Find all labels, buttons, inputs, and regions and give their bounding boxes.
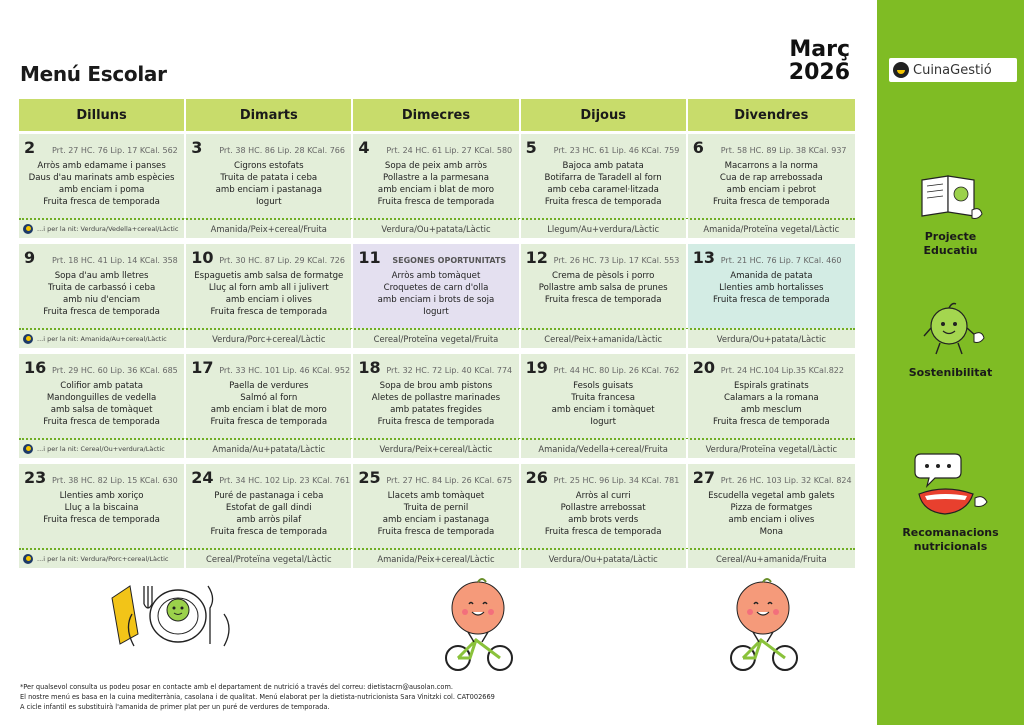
dish-line: amb enciam i olives xyxy=(728,515,815,525)
dinner-suggestion-text: ...i per la nit: Verdura/Porc+cereal/Làctic xyxy=(37,555,169,563)
weekday-header-cell: Dilluns xyxy=(19,99,186,131)
day-number: 16 xyxy=(24,358,47,377)
day-number: 26 xyxy=(525,468,548,487)
day-number: 12 xyxy=(525,248,548,267)
day-header xyxy=(191,468,351,490)
day-cell[interactable] xyxy=(688,354,855,438)
dinner-suggestion-row xyxy=(19,218,855,238)
menu-calendar xyxy=(19,99,855,568)
dish-line: Fruita fresca de temporada xyxy=(43,307,160,317)
dish-line: Lluç al forn amb all i julivert xyxy=(208,283,329,293)
dish-line: amb brots verds xyxy=(568,515,639,525)
logo-text-part2: Gestió xyxy=(950,62,992,78)
nutrition-info: Prt. 26 HC. 73 Lip. 17 KCal. 553 xyxy=(553,256,680,265)
dish-line: Iogurt xyxy=(423,307,449,317)
day-cell[interactable] xyxy=(353,464,520,548)
nutrition-info: Prt. 38 HC. 86 Lip. 28 KCal. 766 xyxy=(219,146,345,155)
weekday-header-cell: Dijous xyxy=(521,99,688,131)
dinner-suggestion: Amanida/Peix+cereal/Làctic xyxy=(353,549,520,569)
dish-line: Pollastre a la parmesana xyxy=(382,173,489,183)
dinner-suggestion: Cereal/Peix+amanida/Làctic xyxy=(521,329,688,349)
month-year xyxy=(770,38,850,84)
dish-line: Fruita fresca de temporada xyxy=(43,417,160,427)
day-number: 10 xyxy=(191,248,214,267)
nutrition-info: Prt. 24 HC. 61 Lip. 27 KCal. 580 xyxy=(386,146,513,155)
sidebar-label-recomanacions: Recomanacions nutricionals xyxy=(902,526,999,553)
dish-line: Calamars a la romana xyxy=(724,393,819,403)
sidebar-label-projecte: Projecte Educatiu xyxy=(923,230,978,257)
dish-line: Estofat de gall dindi xyxy=(225,503,312,513)
day-cell[interactable] xyxy=(521,354,688,438)
day-number: 13 xyxy=(692,248,716,267)
dish-line: Truita de pernil xyxy=(403,503,469,513)
dish-line: Salmó al forn xyxy=(240,393,298,403)
day-number: 2 xyxy=(24,138,36,157)
dinner-suggestion: Verdura/Ou+patata/Làctic xyxy=(716,334,826,344)
dinner-suggestion: Amanida/Peix+cereal/Fruita xyxy=(186,219,353,239)
dinner-suggestion xyxy=(19,329,186,349)
nutrition-info: Prt. 30 HC. 87 Lip. 29 KCal. 726 xyxy=(219,256,345,265)
dinner-suggestion-row xyxy=(19,548,855,568)
dish-line: Pollastre arrebossat xyxy=(560,503,646,513)
dish-line: Pollastre amb salsa de prunes xyxy=(538,283,668,293)
nutrition-info: Prt. 26 HC. 103 Lip. 32 KCal. 824 xyxy=(720,476,852,485)
dish-line: Cua de rap arrebossada xyxy=(719,173,823,183)
footer-line-1: *Per qualsevol consulta us podeu posar en contacte amb el departament de nutrició a través del correu: dietistacrn@ausolan.com. xyxy=(20,683,453,691)
dish-line: Fruita fresca de temporada xyxy=(713,417,830,427)
nutrition-info: Prt. 27 HC. 76 Lip. 17 KCal. 562 xyxy=(52,146,178,155)
nutrition-info: Prt. 38 HC. 82 Lip. 15 KCal. 630 xyxy=(52,476,178,485)
day-cell[interactable] xyxy=(353,244,520,328)
dish-line: amb enciam i pastanaga xyxy=(215,185,322,195)
dish-line: amb patates fregides xyxy=(390,405,482,415)
day-cell[interactable] xyxy=(186,134,353,218)
day-header xyxy=(526,468,681,490)
dish-line: Macarrons a la norma xyxy=(724,161,819,171)
month-label: Març xyxy=(789,37,850,62)
right-sidebar xyxy=(877,0,1024,725)
dish-line: Pizza de formatges xyxy=(730,503,813,513)
nutrition-info: Prt. 32 HC. 72 Lip. 40 KCal. 774 xyxy=(386,366,513,375)
moon-icon xyxy=(23,224,33,234)
dish-line: Aletes de pollastre marinades xyxy=(371,393,501,403)
dish-line: amb salsa de tomàquet xyxy=(50,405,153,415)
day-cell[interactable] xyxy=(688,244,855,328)
moon-icon xyxy=(23,554,33,564)
dish-line: amb ceba caramel·litzada xyxy=(547,185,659,195)
day-header xyxy=(526,358,681,380)
weekday-header-cell: Dimecres xyxy=(353,99,520,131)
day-header xyxy=(358,358,513,380)
day-header xyxy=(24,138,179,160)
dish-line: Fruita fresca de temporada xyxy=(210,417,328,427)
day-number: 4 xyxy=(358,138,370,157)
day-header xyxy=(358,248,513,270)
day-cell[interactable] xyxy=(19,464,186,548)
day-header xyxy=(526,248,681,270)
day-number: 17 xyxy=(191,358,214,377)
day-number: 3 xyxy=(191,138,203,157)
day-number: 27 xyxy=(692,468,716,487)
day-cell[interactable] xyxy=(521,464,688,548)
nutrition-info: Prt. 33 HC. 101 Lip. 46 KCal. 952 xyxy=(219,366,351,375)
dish-line: Escudella vegetal amb galets xyxy=(708,491,835,501)
dish-line: Lluç a la biscaina xyxy=(64,503,139,513)
dish-line: Fruita fresca de temporada xyxy=(544,197,662,207)
dish-line: Croquetes de carn d'olla xyxy=(383,283,489,293)
day-cell[interactable] xyxy=(186,464,353,548)
dish-line: Colifior amb patata xyxy=(60,381,143,391)
logo-smile-icon xyxy=(893,62,909,78)
logo-text-part1: Cuina xyxy=(913,62,951,78)
dish-line: Iogurt xyxy=(255,197,282,207)
dinner-suggestion: Cereal/Proteïna vegetal/Fruita xyxy=(353,329,520,349)
day-header xyxy=(191,358,351,380)
dish-line: amb enciam i pastanaga xyxy=(382,515,490,525)
dish-line: Llacets amb tomàquet xyxy=(387,491,485,501)
dish-line: Fruita fresca de temporada xyxy=(210,307,328,317)
footer-line-2: El nostre menú es basa en la cuina mediterrània, casolana i de qualitat. Menú elaborat per la dietista-nutricionista Sara Vinitzki col. CAT002669 xyxy=(20,693,495,701)
day-header xyxy=(191,248,346,270)
weekday-header-cell: Divendres xyxy=(688,99,855,131)
day-cell[interactable] xyxy=(521,244,688,328)
dish-line: Fruita fresca de temporada xyxy=(43,515,160,525)
dinner-suggestion-text: ...i per la nit: Cereal/Ou+verdura/Làctic xyxy=(37,445,165,453)
dish-line: Fruita fresca de temporada xyxy=(544,295,662,305)
dish-line: Sopa de brou amb pistons xyxy=(379,381,493,391)
day-cell[interactable] xyxy=(353,354,520,438)
day-cell[interactable] xyxy=(353,134,520,218)
footer-line-3: A cicle infantil es substituirà l'amanida de primer plat per un puré de verdures de temporada. xyxy=(20,703,330,711)
dish-line: amb enciam i blat de moro xyxy=(210,405,327,415)
day-header xyxy=(24,358,179,380)
day-number: 25 xyxy=(358,468,381,487)
dish-line: amb niu d'enciam xyxy=(63,295,141,305)
dish-line: Iogurt xyxy=(590,417,616,427)
dish-line: Fruita fresca de temporada xyxy=(544,527,662,537)
day-number: 6 xyxy=(692,138,704,157)
dish-line: Fruita fresca de temporada xyxy=(713,197,830,207)
dinner-suggestion: Cereal/Proteïna vegetal/Làctic xyxy=(186,549,353,569)
dish-line: amb mesclum xyxy=(740,405,802,415)
day-cell[interactable] xyxy=(521,134,688,218)
day-header xyxy=(191,138,346,160)
dinner-suggestion: Verdura/Ou+patata/Làctic xyxy=(353,219,520,239)
dinner-suggestion-row xyxy=(19,438,855,458)
weekday-header xyxy=(19,99,855,131)
day-header xyxy=(526,138,681,160)
dinner-suggestion: Verdura/Ou+patata/Làctic xyxy=(521,549,688,569)
weeks-container xyxy=(19,131,855,568)
dish-line: Paella de verdures xyxy=(229,381,309,391)
peach-cyclist-illustration xyxy=(440,578,520,680)
sidebar-label-sostenibilitat: Sostenibilitat xyxy=(908,366,993,379)
dish-line: Arròs al curri xyxy=(575,491,631,501)
day-cell[interactable] xyxy=(688,134,855,218)
dish-line: amb enciam i tomàquet xyxy=(551,405,655,415)
day-header xyxy=(358,138,513,160)
cutlery-plate-illustration xyxy=(108,578,238,654)
day-number: 23 xyxy=(24,468,47,487)
day-header xyxy=(693,468,850,490)
dish-line: Crema de pèsols i porro xyxy=(551,271,655,281)
day-number: 19 xyxy=(525,358,548,377)
week-row xyxy=(19,134,855,218)
dinner-suggestion-text: ...i per la nit: Amanida/Au+cereal/Làctic xyxy=(37,335,167,343)
dish-line: Sopa de peix amb arròs xyxy=(384,161,488,171)
nutrition-info: Prt. 21 HC. 76 Lip. 7 KCal. 460 xyxy=(720,256,842,265)
dish-line: Fruita fresca de temporada xyxy=(377,417,495,427)
day-cell[interactable] xyxy=(688,464,855,548)
moon-icon xyxy=(23,444,33,454)
day-number: 20 xyxy=(692,358,716,377)
nutrition-info: Prt. 24 HC.104 Lip.35 KCal.822 xyxy=(720,366,844,375)
week-row xyxy=(19,464,855,548)
dish-line: Truita de patata i ceba xyxy=(220,173,318,183)
dish-line: Bajoca amb patata xyxy=(562,161,644,171)
sidebar-item-sostenibilitat[interactable] xyxy=(877,300,1024,380)
dinner-suggestion: Amanida/Proteïna vegetal/Làctic xyxy=(703,224,840,234)
cuinagestio-logo[interactable] xyxy=(889,58,1017,82)
dish-line: Botifarra de Taradell al forn xyxy=(544,173,662,183)
dinner-suggestion: Verdura/Porc+cereal/Làctic xyxy=(186,329,353,349)
dinner-suggestion: Amanida/Au+patata/Làctic xyxy=(186,439,353,459)
day-header xyxy=(24,468,179,490)
dish-line: Fruita fresca de temporada xyxy=(377,197,495,207)
dish-line: amb arròs pilaf xyxy=(236,515,302,525)
dinner-suggestion xyxy=(19,549,186,569)
week-row xyxy=(19,244,855,328)
dinner-suggestion-row xyxy=(19,328,855,348)
day-cell[interactable] xyxy=(19,354,186,438)
day-cell[interactable] xyxy=(186,244,353,328)
dish-line: Fruita fresca de temporada xyxy=(43,197,160,207)
dinner-suggestion: Verdura/Proteïna vegetal/Làctic xyxy=(705,444,838,454)
nutrition-info: Prt. 25 HC. 96 Lip. 34 KCal. 781 xyxy=(553,476,680,485)
dish-line: Llenties amb xoriço xyxy=(59,491,144,501)
nutrition-info: Prt. 27 HC. 84 Lip. 26 KCal. 675 xyxy=(386,476,513,485)
dish-line: amb enciam i blat de moro xyxy=(377,185,494,195)
day-cell[interactable] xyxy=(186,354,353,438)
dish-line: Espirals gratinats xyxy=(733,381,809,391)
nutrition-info: Prt. 18 HC. 41 Lip. 14 KCal. 358 xyxy=(52,256,178,265)
day-number: 24 xyxy=(191,468,214,487)
dish-line: Amanida de patata xyxy=(730,271,813,281)
dinner-suggestion-text: ...i per la nit: Verdura/Vedella+cereal/Làctic xyxy=(37,225,179,233)
day-header xyxy=(693,138,850,160)
nutrition-info: Prt. 29 HC. 60 Lip. 36 KCal. 685 xyxy=(52,366,178,375)
footer-notes xyxy=(20,682,495,712)
day-number: 9 xyxy=(24,248,36,267)
dish-line: Fruita fresca de temporada xyxy=(377,527,495,537)
nutrition-info: Prt. 34 HC. 102 Lip. 23 KCal. 761 xyxy=(219,476,351,485)
dinner-suggestion xyxy=(19,219,186,239)
dish-line: Fruita fresca de temporada xyxy=(713,295,830,305)
dish-line: Mona xyxy=(759,527,784,537)
dish-line: Sopa d'au amb lletres xyxy=(54,271,149,281)
peach-cyclist-illustration-2 xyxy=(725,578,805,680)
nutrition-info: Prt. 58 HC. 89 Lip. 38 KCal. 937 xyxy=(720,146,847,155)
special-day-title: SEGONES OPORTUNITATS xyxy=(392,256,507,265)
week-row xyxy=(19,354,855,438)
nutrition-info: Prt. 44 HC. 80 Lip. 26 KCal. 762 xyxy=(553,366,680,375)
day-header xyxy=(693,248,850,270)
year-label: 2026 xyxy=(788,60,850,85)
dish-line: Mandonguilles de vedella xyxy=(46,393,157,403)
dish-line: amb enciam i pebrot xyxy=(726,185,816,195)
dish-line: Arròs amb tomàquet xyxy=(391,271,481,281)
apple-mascot-icon xyxy=(916,300,986,362)
book-icon xyxy=(916,172,986,226)
dinner-suggestion: Amanida/Vedella+cereal/Fruita xyxy=(521,439,688,459)
dinner-suggestion: Verdura/Peix+cereal/Làctic xyxy=(353,439,520,459)
dish-line: amb enciam i olives xyxy=(225,295,312,305)
day-header xyxy=(693,358,850,380)
dish-line: Llenties amb hortalisses xyxy=(719,283,824,293)
moon-icon xyxy=(23,334,33,344)
dish-line: Truita de carbassó i ceba xyxy=(47,283,156,293)
dish-line: Puré de pastanaga i ceba xyxy=(214,491,324,501)
dish-line: Fesols guisats xyxy=(573,381,634,391)
dish-line: Fruita fresca de temporada xyxy=(210,527,328,537)
dish-line: amb enciam i poma xyxy=(58,185,145,195)
dinner-suggestion xyxy=(19,439,186,459)
dish-line: Truita francesa xyxy=(571,393,636,403)
weekday-header-cell: Dimarts xyxy=(186,99,353,131)
sidebar-item-projecte-educatiu[interactable] xyxy=(877,172,1024,258)
nutrition-info: Prt. 23 HC. 61 Lip. 46 KCal. 759 xyxy=(553,146,680,155)
speech-mouth-icon xyxy=(911,448,991,522)
dish-line: Arròs amb edamame i panses xyxy=(37,161,166,171)
dinner-suggestion: Llegum/Au+verdura/Làctic xyxy=(521,219,688,239)
day-cell[interactable] xyxy=(19,244,186,328)
sidebar-item-recomanacions[interactable] xyxy=(877,448,1024,554)
dish-line: amb enciam i brots de soja xyxy=(377,295,495,305)
dish-line: Cigrons estofats xyxy=(233,161,304,171)
day-header xyxy=(358,468,513,490)
day-number: 18 xyxy=(358,358,381,377)
day-number: 11 xyxy=(358,248,381,267)
dish-line: Daus d'au marinats amb espècies xyxy=(28,173,175,183)
day-number: 5 xyxy=(525,138,537,157)
day-header xyxy=(24,248,179,270)
dish-line: Espaguetis amb salsa de formatge xyxy=(194,271,344,281)
dinner-suggestion: Cereal/Au+amanida/Fruita xyxy=(715,554,827,564)
day-cell[interactable] xyxy=(19,134,186,218)
page-title: Menú Escolar xyxy=(20,62,167,86)
